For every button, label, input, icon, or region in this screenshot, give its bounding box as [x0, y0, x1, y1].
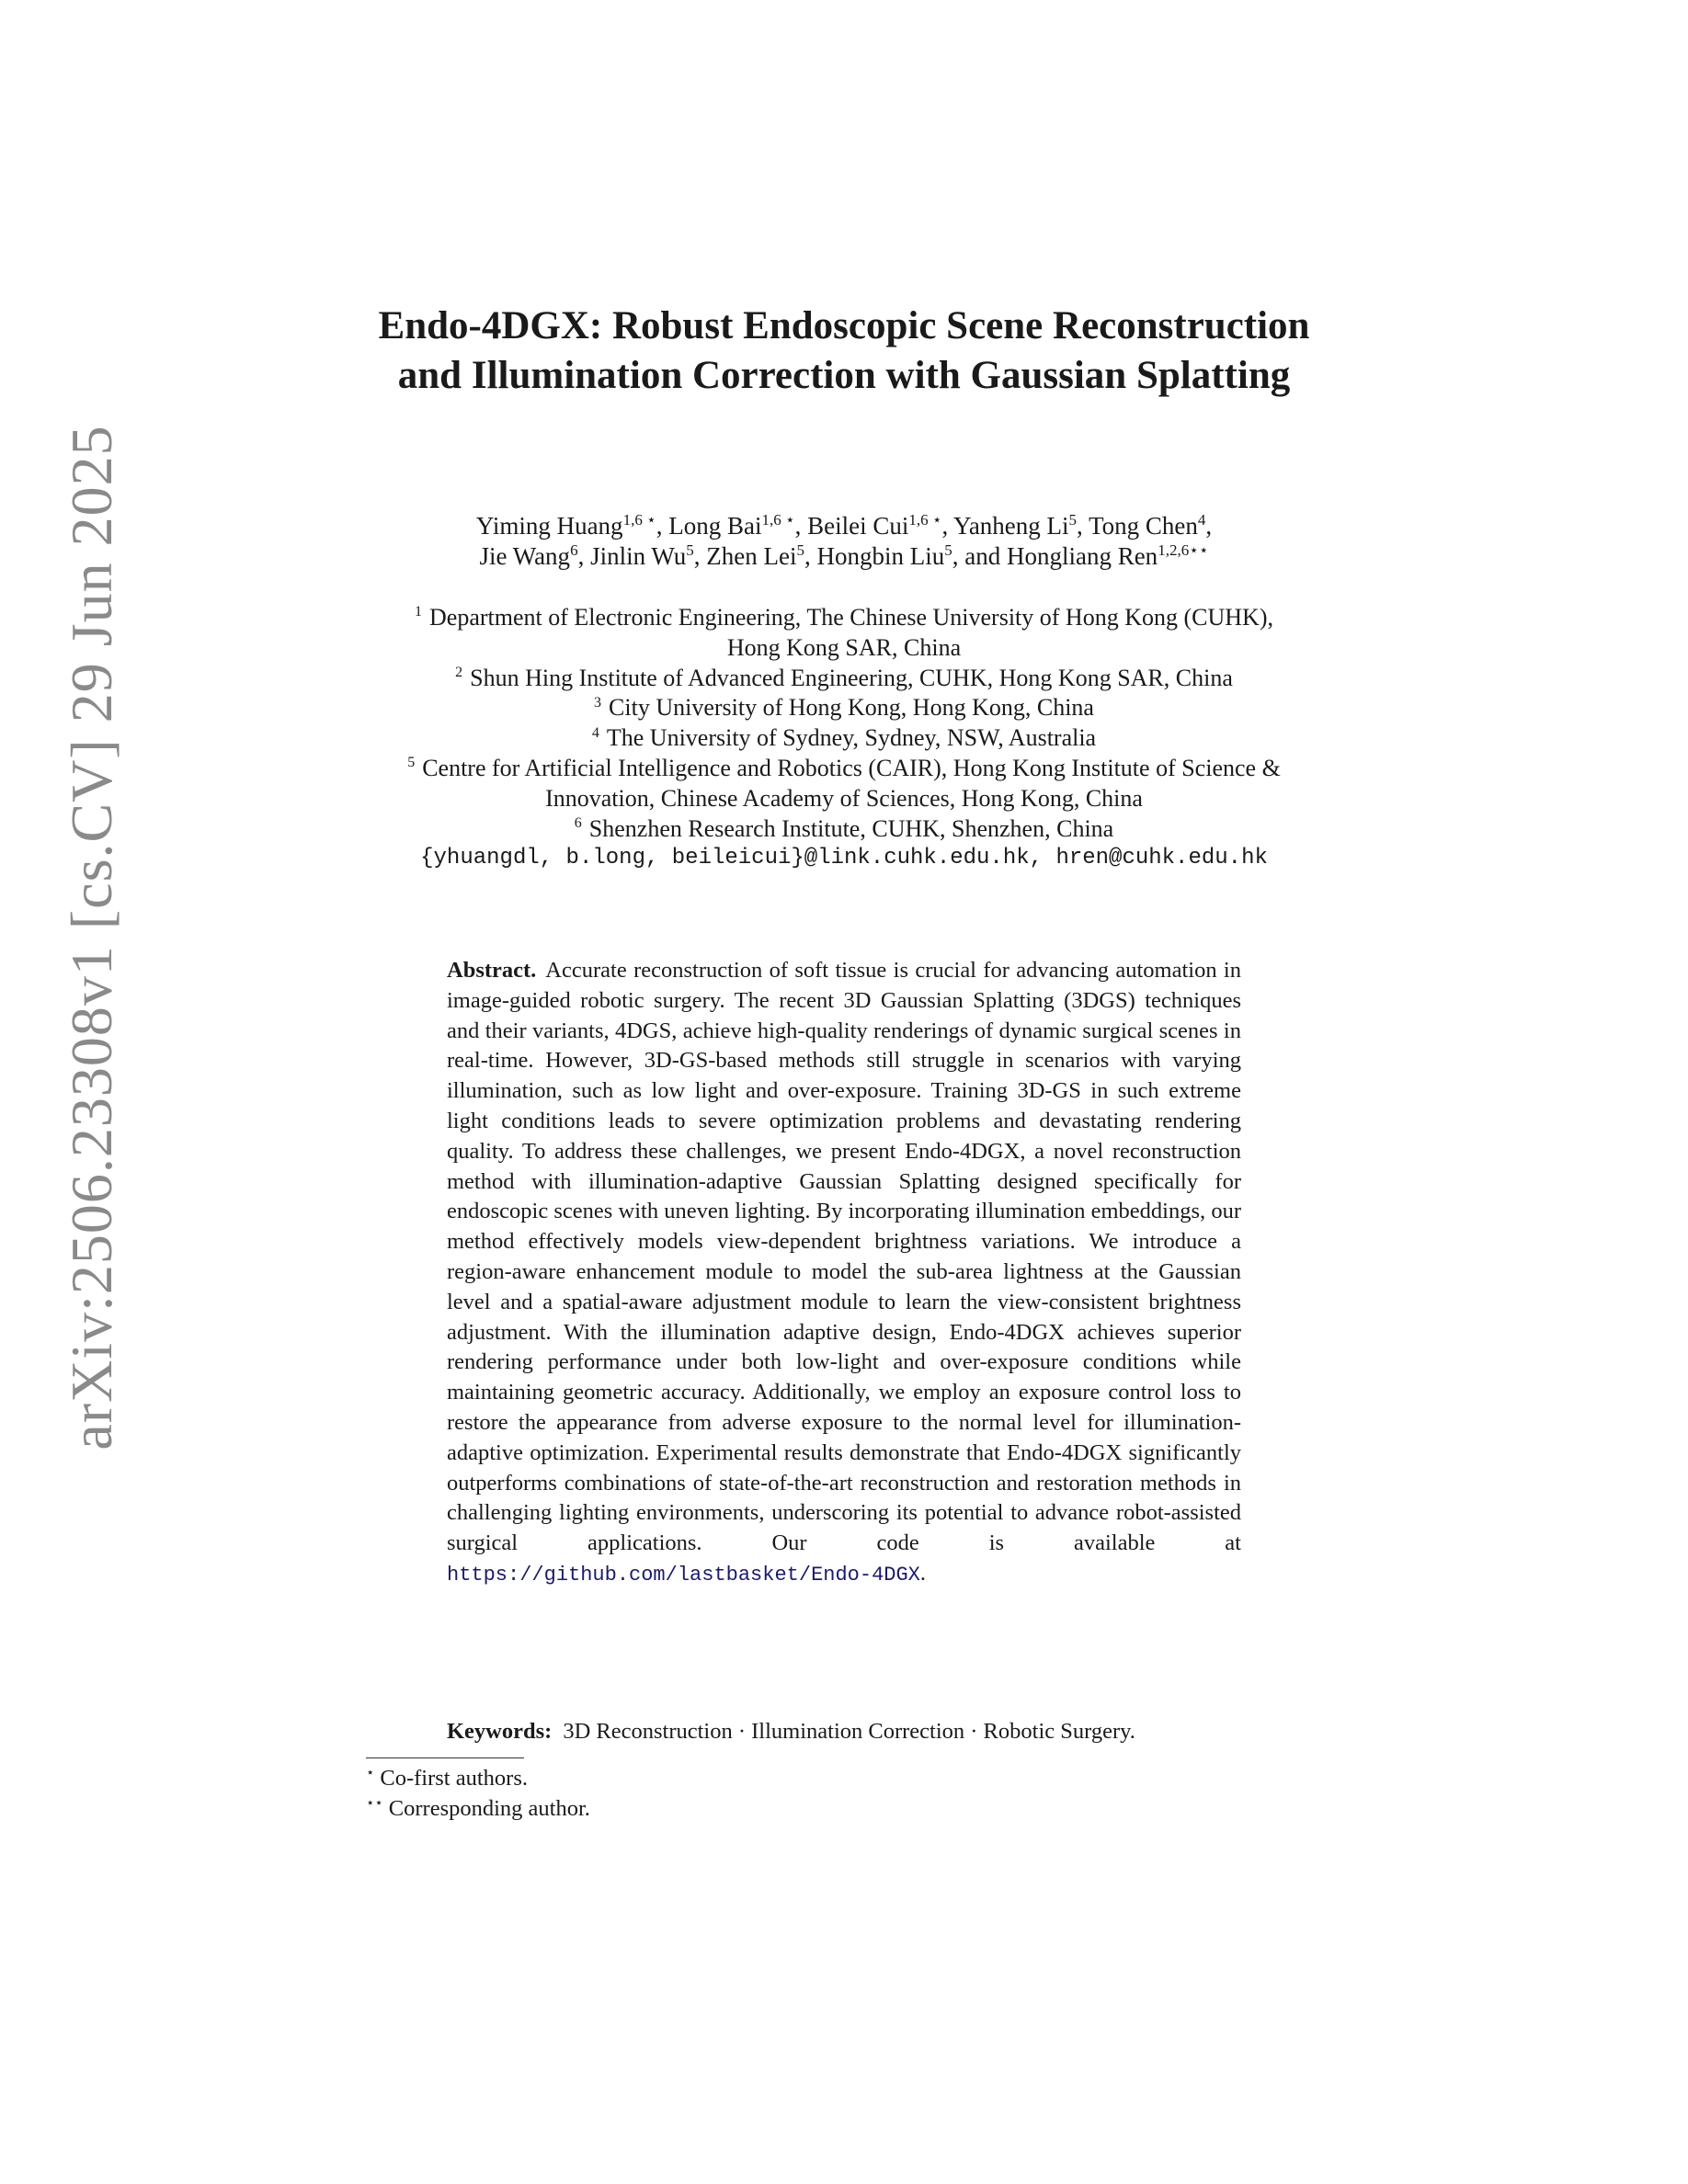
affiliation-list [386, 603, 1302, 874]
paper-title: Endo-4DGX: Robust Endoscopic Scene Reconstruction and Illumination Correction with Gaussian Splatting [378, 304, 1310, 397]
author: Yanheng Li$^5$, [953, 511, 1089, 540]
keywords-text: 3D Reconstruction · Illumination Correction · Robotic Surgery. [563, 1719, 1135, 1744]
abstract [447, 956, 1241, 1591]
author: Beilei Cui$^{1,6 ⋆}$, [807, 511, 954, 540]
author: Hongbin Liu$^5$, and [816, 541, 1007, 570]
author-list [349, 511, 1339, 572]
author: Jie Wang$^6$, [479, 541, 591, 570]
footnote-rule [366, 1757, 524, 1758]
footnote: ⋆⋆ Corresponding author. [366, 1795, 590, 1821]
author-emails: {yhuangdl, b.long, beileicui}@link.cuhk.edu.hk, hren@cuhk.edu.hk [420, 846, 1268, 871]
author: Yiming Huang$^{1,6 ⋆}$, [475, 511, 669, 540]
code-link[interactable]: https://github.com/lastbasket/Endo-4DGX [447, 1563, 920, 1587]
footnote: ⋆ Co-first authors. [366, 1765, 528, 1791]
author: Long Bai$^{1,6 ⋆}$, [668, 511, 808, 540]
author: Zhen Lei$^5$, [706, 541, 817, 570]
footnotes [366, 1763, 1009, 1824]
affiliation: $^2$ Shun Hing Institute of Advanced Engineering, CUHK, Hong Kong SAR, China [455, 664, 1233, 691]
abstract-label: Abstract. [447, 958, 537, 983]
author: Tong Chen$^4$, [1089, 511, 1213, 540]
affiliation: $^6$ Shenzhen Research Institute, CUHK, Shenzhen, China [574, 814, 1114, 842]
keywords [447, 1717, 1274, 1746]
arxiv-identifier: arXiv:2506.23308v1 [cs.CV] 29 Jun 2025 [59, 425, 124, 1450]
author: Hongliang Ren$^{1,2,6⋆⋆}$ [1006, 541, 1209, 570]
affiliation: $^5$ Centre for Artificial Intelligence and Robotics (CAIR), Hong Kong Institute of Science & Innovation, Chinese Academy of Sciences, Hong Kong, China [407, 754, 1281, 812]
abstract-end: . [919, 1560, 927, 1586]
author: Jinlin Wu$^5$, [590, 541, 707, 570]
affiliation: $^4$ The University of Sydney, Sydney, NSW, Australia [591, 724, 1097, 752]
affiliation: $^1$ Department of Electronic Engineering, The Chinese University of Hong Kong (CUHK), Hong Kong SAR, China [415, 604, 1273, 661]
abstract-text: Accurate reconstruction of soft tissue is crucial for advancing automation in image-guided robotic surgery. The recent 3D Gaussian Splatting (3DGS) techniques and their variants, 4DGS, achieve high-quality renderings of dynamic surgical scenes in real-time. However, 3D-GS-based methods still struggle in scenarios with varying illumination, such as low light and over-exposure. Training 3D-GS in such extreme light conditions leads to severe optimization problems and devastating rendering quality. To address these challenges, we present Endo-4DGX, a novel reconstruction method with illumination-adaptive Gaussian Splatting designed specifically for endoscopic scenes with uneven lighting. By incorporating illumination embeddings, our method effectively models view-dependent brightness variations. We introduce a region-aware enhancement module to model the sub-area lightness at the Gaussian level and a spatial-aware adjustment module to learn the view-consistent brightness adjustment. With the illumination adaptive design, Endo-4DGX achieves superior rendering performance under both low-light and over-exposure conditions while maintaining geometric accuracy. Additionally, we employ an exposure control loss to restore the appearance from adverse exposure to the normal level for illumination-adaptive optimization. Experimental results demonstrate that Endo-4DGX significantly outperforms combinations of state-of-the-art reconstruction and restoration methods in challenging lighting environments, underscoring its potential to advance robot-assisted surgical applications. Our code is available at [447, 958, 1241, 1556]
affiliation: $^3$ City University of Hong Kong, Hong Kong, China [594, 694, 1094, 722]
keywords-label: Keywords: [447, 1719, 553, 1744]
